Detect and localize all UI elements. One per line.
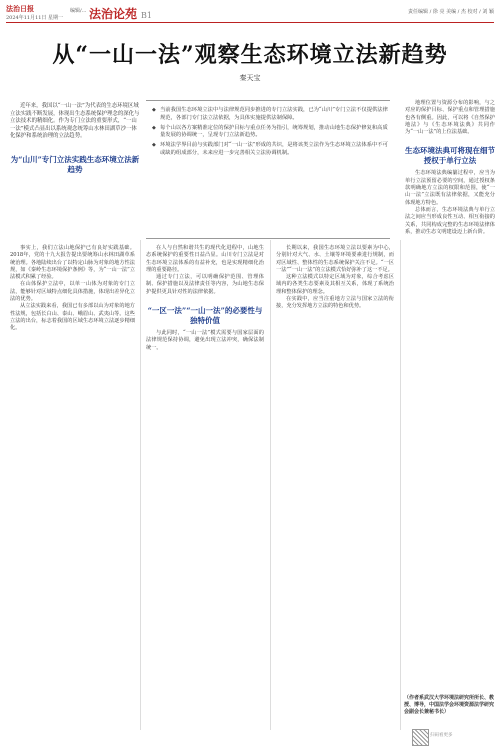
article-lead (10, 103, 140, 179)
paragraph: 从立法实践来看，我国已有多部以山为对象的地方性法规，包括长白山、泰山、峨眉山、武夷山等。这些立法的出台，标志着我国的区域生态环境立法逐步精细化。 (10, 303, 135, 332)
column-1 (10, 245, 135, 333)
paragraph: 在实践中，应当注重地方立法与国家立法的衔接，充分发挥地方立法的特色和优势。 (276, 296, 394, 310)
subhead-3: 生态环境法典可将现在细节授权于单行立法 (405, 146, 495, 166)
article-author: 秦天宝 (239, 74, 261, 82)
subhead-1: 为“山川”专门立法实践生态环境立法新趋势 (10, 154, 140, 174)
paragraph: 总体而言，生态环境法典与单行立法之间应当形成良性互动、相互衔接的关系，共同构成完整的生态环境法律体系，推动生态文明建设迈上新台阶。 (405, 206, 495, 235)
qr-label: 扫码看更多 (430, 733, 453, 738)
editor-note: 编辑/... (70, 8, 87, 14)
newspaper-logo: 法治日报 (6, 4, 34, 13)
column-4 (405, 100, 495, 236)
paragraph: 在山体保护立法中，以单一山体为对象的专门立法，能够针对区域特点细化具体措施，体现出差异化立法的优势。 (10, 281, 135, 303)
paragraph: 生态环境法典编纂过程中，应当为单行立法预留必要的空间，通过授权条款明确地方立法的权限和范围，使“一山一法”立法既有法律依据，又能充分体现地方特色。 (405, 170, 495, 206)
author-bio: （作者系武汉大学环境法研究所所长、教授、博导，中国法学会环境资源法学研究会副会长兼秘书长） (404, 695, 495, 715)
paragraph: 长期以来，我国生态环境立法以要素为中心，分别针对大气、水、土壤等环境要素进行规制，而对区域性、整体性的生态系统保护关注不足。“一区一法”“一山一法”的立法模式恰好弥补了这一不足。 (276, 245, 394, 273)
subhead-2: “一区一法”“一山一法”的必要性与独特价值 (147, 306, 263, 326)
qr-code-area[interactable] (412, 729, 492, 745)
key-points-box (146, 100, 390, 239)
section-title: 法治论苑 B1 (89, 7, 152, 21)
issue-date: 2024年11月11日 星期一 (6, 15, 64, 21)
paragraph: 通过专门立法，可以明确保护范围、管理体制、保护措施以及法律责任等内容，为山地生态保护提供更具针对性的法律依据。 (146, 274, 264, 295)
editor-credits: 责任编辑 / 徐 亮 美编 / 杰 校对 / 刘 颖 (408, 9, 494, 15)
qr-code-icon[interactable] (412, 729, 429, 746)
key-point: ◆ 每个山以各方案精准定位的保护目标与重点任务为指引，统筹规划，推动山地生态保护修复和高质量发展的协调统一，呈现专门立法新趋势。 (152, 125, 390, 141)
paragraph: 这种立法模式以特定区域为对象，综合考虑区域内的各类生态要素及其相互关系，体现了系统治理和整体保护的理念。 (276, 274, 394, 295)
article-title: 从“一山一法”观察生态环境立法新趋势 (52, 42, 448, 68)
column-2 (146, 245, 264, 352)
paragraph: 事实上，我们立法山地保护已有良好实践基础。2018年，党的十九大报告提出要统筹山水林田湖草系统治理。各地陆续出台了以特定山脉为对象的地方性法规，如《秦岭生态环境保护条例》等，为“一山一法”立法模式积累了经验。 (10, 245, 135, 281)
lead-paragraph: 近年来，我国以“一山一法”为代表的生态环境区域立法实践不断发展，体现出生态系统保护理念的深化与立法技术的精细化。作为专门立法的重要形式，“一山一法”模式凸显出以系统观念统筹山水林田湖草沙一体化保护和系统治理的立法趋势。 (10, 103, 140, 139)
column-3 (276, 245, 394, 311)
paragraph: 在人与自然和谐共生的现代化进程中，山地生态系统保护的重要性日益凸显。山川专门立法是对生态环境立法体系的有益补充，也是实现精细化治理的重要路径。 (146, 245, 264, 273)
key-point: ◆ 当前我国生态环境立法中与法律规范同步推进的专门立法实践，已为“山川”专门立法不仅提供法律规范，各部门专门法立法依据，为具体实施提供法制保障。 (152, 107, 390, 123)
paragraph: 地理位置与资源分布的影响，与之对应的保护目标、保护重点和管理措施也各有侧重。因此，可以将《自然保护地法》与《生态环境法典》共同作为“一山一法”的上位法基础。 (405, 100, 495, 136)
paragraph: 与此同时，“一山一法”模式需要与国家层面的法律规范保持协调，避免出现立法冲突，确保法制统一。 (146, 330, 264, 351)
page-header (6, 4, 494, 23)
key-point: ◆ 环境法学界目前与实践部门对“一山一法”形成的共识，是将该类立法作为生态环境立法体系中不可或缺的组成部分，未来应进一步完善相关立法协调机制。 (152, 142, 390, 158)
